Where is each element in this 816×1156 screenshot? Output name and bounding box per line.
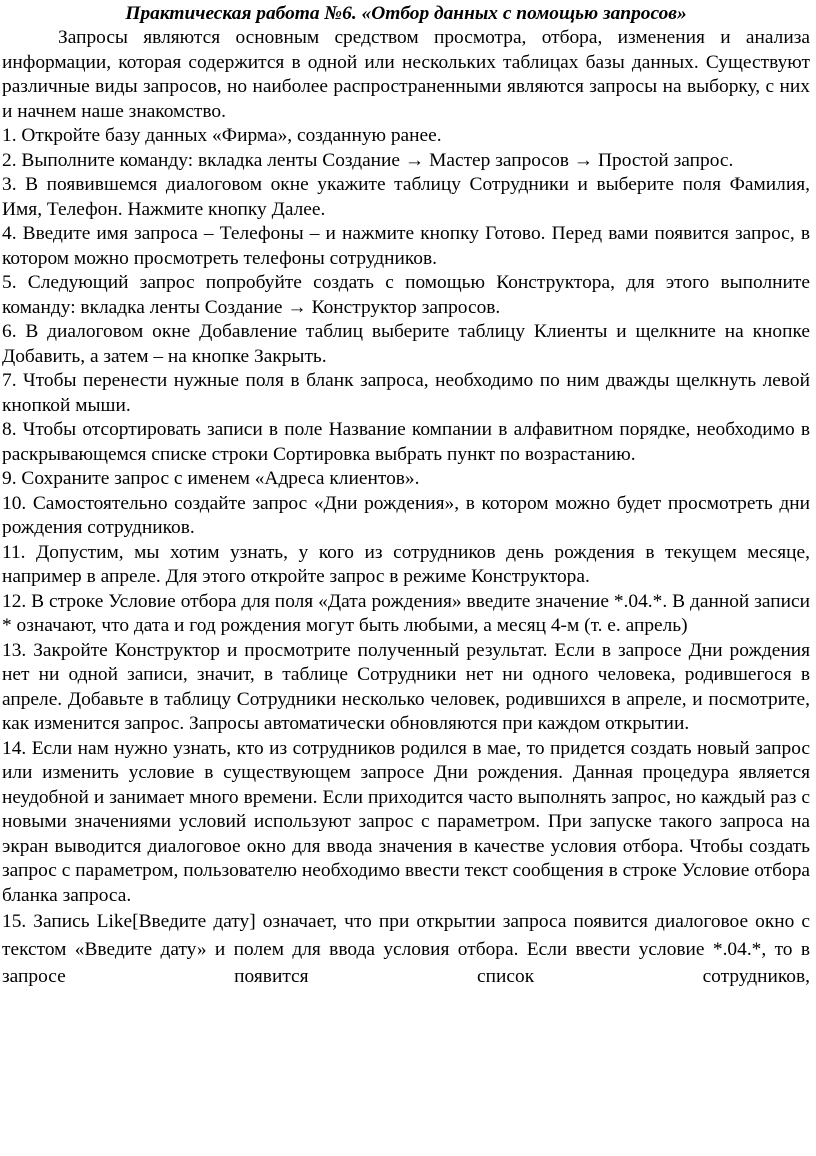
intro-paragraph: Запросы являются основным средством просмотра, отбора, изменения и анализа информации, которая содержится в одной или нескольких таблицах базы данных. Существуют различные виды запросов, но наиболее распространенными являются запросы на выборку, с них и начнем наше знакомство. [2, 27, 810, 122]
step-8: 8. Чтобы отсортировать записи в поле Название компании в алфавитном порядке, необходимо в раскрывающемся списке строки Сортировка выбрать пункт по возрастанию. [2, 419, 810, 465]
step-5: 5. Следующий запрос попробуйте создать с помощью Конструктора, для этого выполните команду: вкладка ленты Создание → Конструктор запросов. [2, 272, 810, 318]
step-1: 1. Откройте базу данных «Фирма», созданную ранее. [2, 125, 442, 146]
step-7: 7. Чтобы перенести нужные поля в бланк запроса, необходимо по ним дважды щелкнуть левой кнопкой мыши. [2, 370, 810, 416]
step-2: 2. Выполните команду: вкладка ленты Создание → Мастер запросов → Простой запрос. [2, 149, 734, 171]
document-title: Практическая работа №6. «Отбор данных с помощью запросов» [125, 3, 687, 24]
step-3: 3. В появившемся диалоговом окне укажите таблицу Сотрудники и выберите поля Фамилия, Имя, Телефон. Нажмите кнопку Далее. [2, 174, 810, 220]
step-11: 11. Допустим, мы хотим узнать, у кого из сотрудников день рождения в текущем месяце, например в апреле. Для этого откройте запрос в режиме Конструктора. [2, 541, 810, 587]
step-14: 14. Если нам нужно узнать, кто из сотрудников родился в мае, то придется создать новый запрос или изменить условие в существующем запросе Дни рождения. Данная процедура является неудобной и занимает много времени. Если приходится часто выполнять запрос, но каждый раз с новыми значениями условий используют запрос с параметром. При запуске такого запроса на экран выводится диалоговое окно для ввода значения в качестве условия отбора. Чтобы создать запрос с параметром, пользователю необходимо ввести текст сообщения в строке Условие отбора бланка запроса. [2, 737, 810, 906]
step-13: 13. Закройте Конструктор и просмотрите полученный результат. Если в запросе Дни рождения нет ни одной записи, значит, в таблице Сотрудники нет ни одного человека, родившегося в апреле. Добавьте в таблицу Сотрудники несколько человек, родившихся в апреле, и посмотрите, как изменится запрос. Запросы автоматически обновляются при каждом открытии. [2, 639, 810, 734]
step-12: 12. В строке Условие отбора для поля «Дата рождения» введите значение *.04.*. В данной записи * означают, что дата и год рождения могут быть любыми, а месяц 4-м (т. е. апрель) [2, 590, 810, 636]
step-4: 4. Введите имя запроса – Телефоны – и нажмите кнопку Готово. Перед вами появится запрос, в котором можно просмотреть телефоны сотрудников. [2, 223, 810, 269]
step-10: 10. Самостоятельно создайте запрос «Дни рождения», в котором можно будет просмотреть дни рождения сотрудников. [2, 492, 810, 538]
step-15: 15. Запись Like[Введите дату] означает, что при открытии запроса появится диалоговое окно с текстом «Введите дату» и полем для ввода условия отбора. Если ввести условие *.04.*, то в запросе появится список сотрудников, [2, 911, 810, 987]
document-page [2, 2, 810, 991]
step-6: 6. В диалоговом окне Добавление таблиц выберите таблицу Клиенты и щелкните на кнопке Добавить, а затем – на кнопке Закрыть. [2, 321, 810, 367]
step-9: 9. Сохраните запрос с именем «Адреса клиентов». [2, 468, 420, 489]
